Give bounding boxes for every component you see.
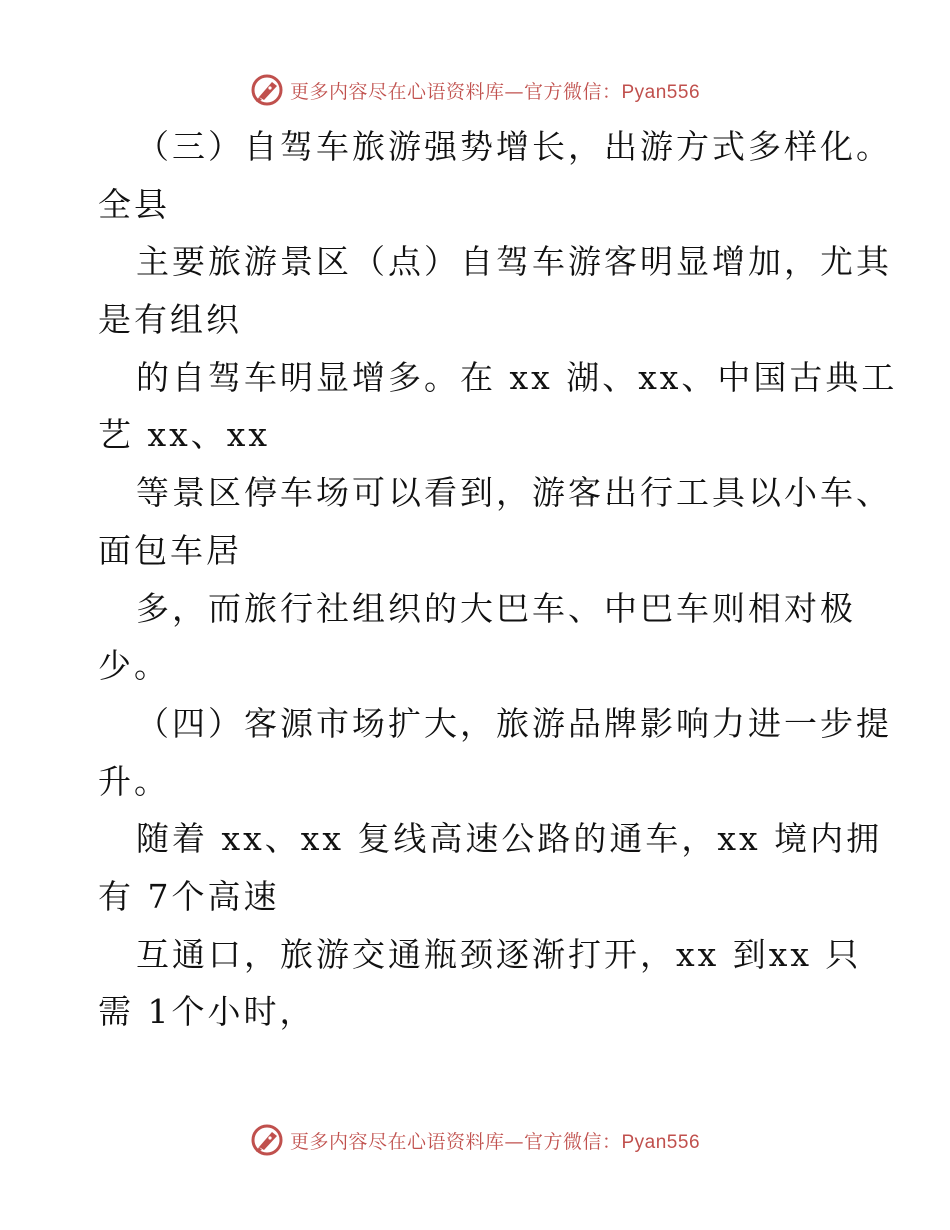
body-line: 艺 xx、xx [98, 415, 270, 455]
document-body [98, 118, 898, 1041]
footer-wechat-id: Pyan556 [621, 1131, 701, 1153]
body-line: 等景区停车场可以看到，游客出行工具以小车、 [136, 473, 892, 513]
body-line: 的自驾车明显增多。在 xx 湖、xx、中国古典工 [136, 357, 898, 397]
body-line: 升。 [98, 761, 170, 801]
body-line: 随着 xx、xx 复线高速公路的通车，xx 境内拥 [136, 819, 883, 859]
body-line: 面包车居 [98, 530, 242, 570]
pen-nib-logo-icon [250, 73, 284, 107]
body-line: 多，而旅行社组织的大巴车、中巴车则相对极 [136, 588, 856, 628]
body-line: 互通口，旅游交通瓶颈逐渐打开，xx 到xx 只 [136, 934, 862, 974]
header-banner-text: 更多内容尽在心语资料库—官方微信：Pyan556 [289, 80, 701, 103]
pen-nib-logo-icon [250, 1123, 284, 1157]
body-line: 是有组织 [98, 300, 242, 340]
footer-banner-text: 更多内容尽在心语资料库—官方微信：Pyan556 [289, 1130, 701, 1153]
body-line: 少。 [98, 646, 170, 686]
header-wechat-id: Pyan556 [621, 81, 701, 103]
body-line: 有 7个高速 [98, 876, 280, 916]
body-line: 主要旅游景区（点）自驾车游客明显增加，尤其 [136, 242, 892, 282]
footer-banner [0, 1120, 950, 1160]
body-line: 需 1个小时， [98, 992, 316, 1032]
body-line: （四）客源市场扩大，旅游品牌影响力进一步提 [136, 703, 892, 743]
body-line: （三）自驾车旅游强势增长，出游方式多样化。 [136, 127, 892, 166]
body-line: 全县 [98, 184, 170, 224]
header-banner [0, 70, 950, 110]
